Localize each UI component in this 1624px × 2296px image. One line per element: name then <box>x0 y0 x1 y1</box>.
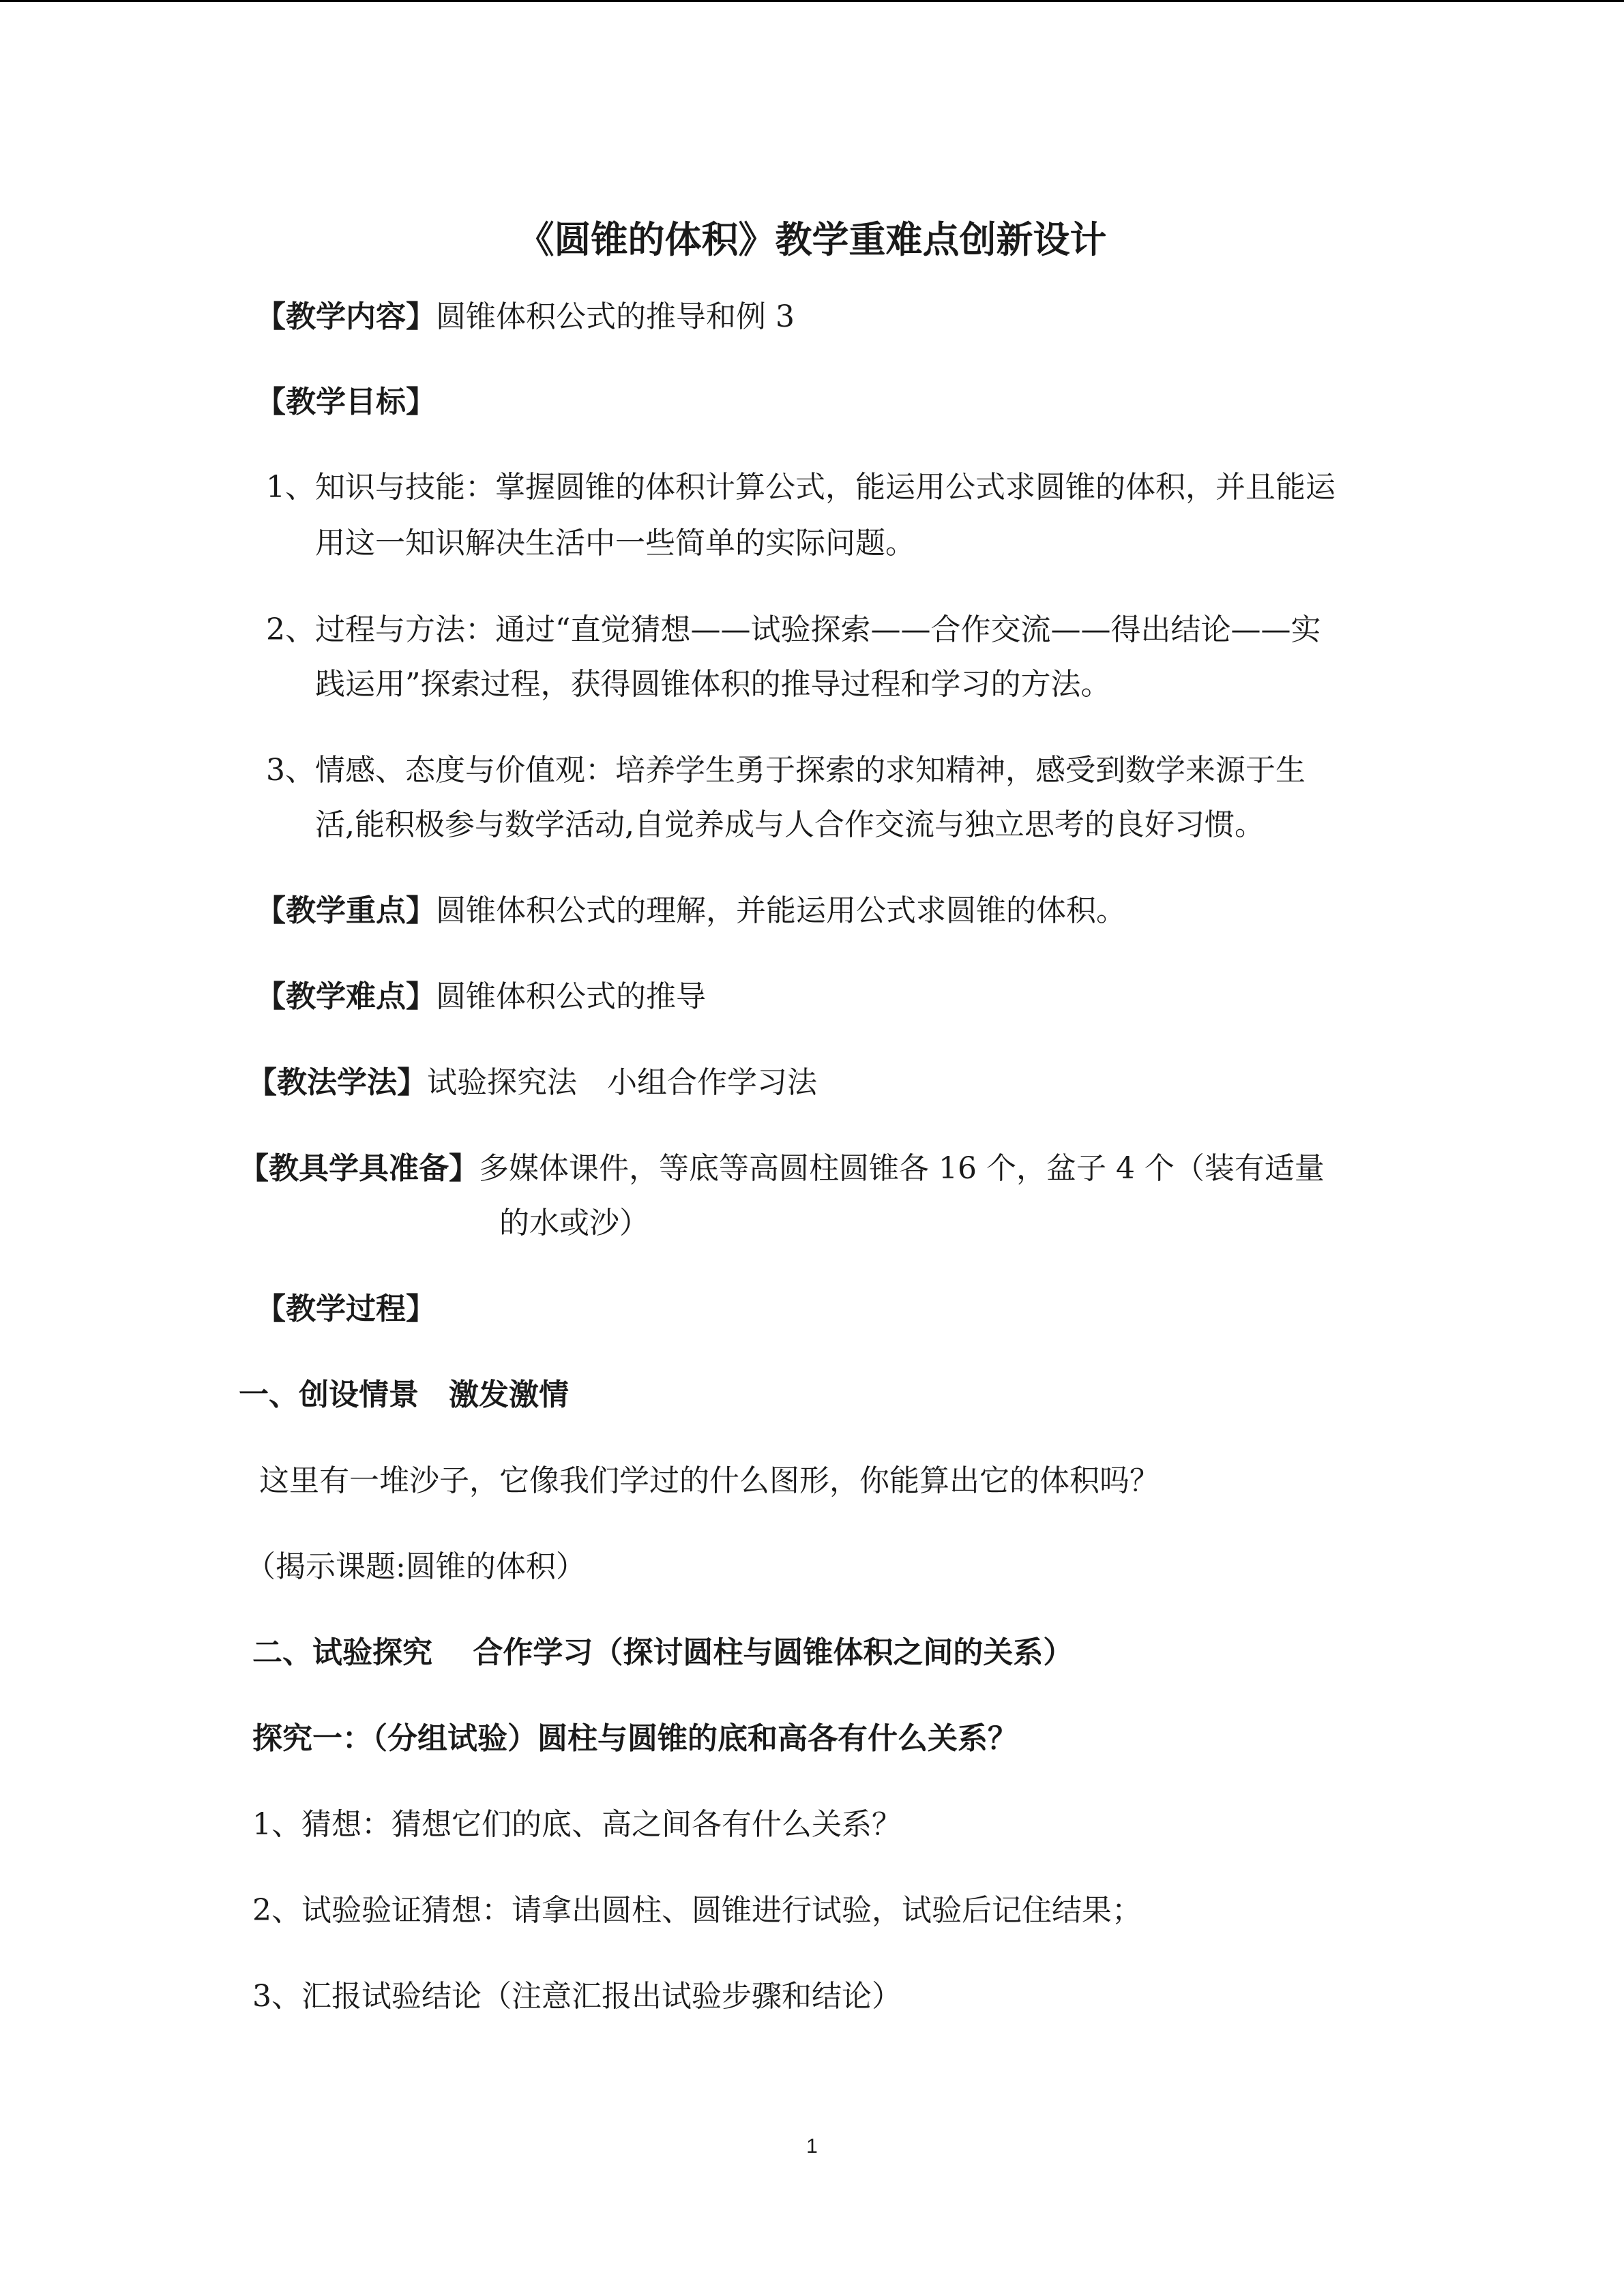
goal-3-line-2: 活,能积极参与数学活动,自觉养成与人合作交流与独立思考的良好习惯。 <box>315 807 1265 842</box>
methods-label: 【教法学法】 <box>247 1065 427 1100</box>
key-point-label: 【教学重点】 <box>256 893 436 928</box>
difficulty <box>256 975 706 1019</box>
goal-3-line-1: 3、情感、态度与价值观：培养学生勇于探索的求知精神，感受到数学来源于生 <box>266 753 1305 788</box>
page-number: 1 <box>806 2135 818 2158</box>
tools-text-line-1: 多媒体课件，等底等高圆柱圆锥各 16 个，盆子 4 个（装有适量 <box>479 1151 1325 1186</box>
step-3: 3、汇报试验结论（注意汇报出试验步骤和结论） <box>252 1979 902 2014</box>
methods <box>247 1061 817 1105</box>
teaching-goals-heading: 【教学目标】 <box>256 385 436 419</box>
tools-label: 【教具学具准备】 <box>239 1151 479 1186</box>
difficulty-label: 【教学难点】 <box>256 979 436 1014</box>
section-1-text-2: （揭示课题:圆锥的体积） <box>246 1549 586 1584</box>
goal-1-line-2: 用这一知识解决生活中一些简单的实际问题。 <box>315 526 915 561</box>
teaching-content-label: 【教学内容】 <box>256 299 436 334</box>
page-top-border <box>0 0 1624 2</box>
goal-2-line-1: 2、过程与方法：通过“直觉猜想——试验探索——合作交流——得出结论——实 <box>266 612 1321 647</box>
teaching-process-heading: 【教学过程】 <box>256 1292 436 1326</box>
section-1-heading: 一、创设情景 激发激情 <box>239 1377 569 1412</box>
explore-1-heading: 探究一：（分组试验）圆柱与圆锥的底和高各有什么关系？ <box>252 1721 1018 1756</box>
key-point-text: 圆锥体积公式的理解，并能运用公式求圆锥的体积。 <box>436 893 1126 928</box>
goal-2-line-2: 践运用”探索过程，获得圆锥体积的推导过程和学习的方法。 <box>315 667 1111 702</box>
tools <box>239 1147 1325 1191</box>
step-1: 1、猜想：猜想它们的底、高之间各有什么关系？ <box>252 1807 902 1842</box>
teaching-content-text: 圆锥体积公式的推导和例 3 <box>436 299 795 334</box>
document-title: 《圆锥的体积》教学重难点创新设计 <box>517 218 1107 261</box>
section-1-text-1: 这里有一堆沙子，它像我们学过的什么图形，你能算出它的体积吗？ <box>259 1463 1160 1498</box>
section-2-heading: 二、试验探究 合作学习（探讨圆柱与圆锥体积之间的关系） <box>252 1635 1074 1670</box>
difficulty-text: 圆锥体积公式的推导 <box>436 979 706 1014</box>
methods-text: 试验探究法 小组合作学习法 <box>427 1065 817 1100</box>
step-2: 2、试验验证猜想：请拿出圆柱、圆锥进行试验，试验后记住结果； <box>252 1893 1142 1928</box>
key-point <box>256 889 1126 933</box>
teaching-content <box>256 295 795 339</box>
tools-text-line-2: 的水或沙） <box>499 1206 649 1240</box>
goal-1-line-1: 1、知识与技能：掌握圆锥的体积计算公式，能运用公式求圆锥的体积，并且能运 <box>266 470 1335 505</box>
